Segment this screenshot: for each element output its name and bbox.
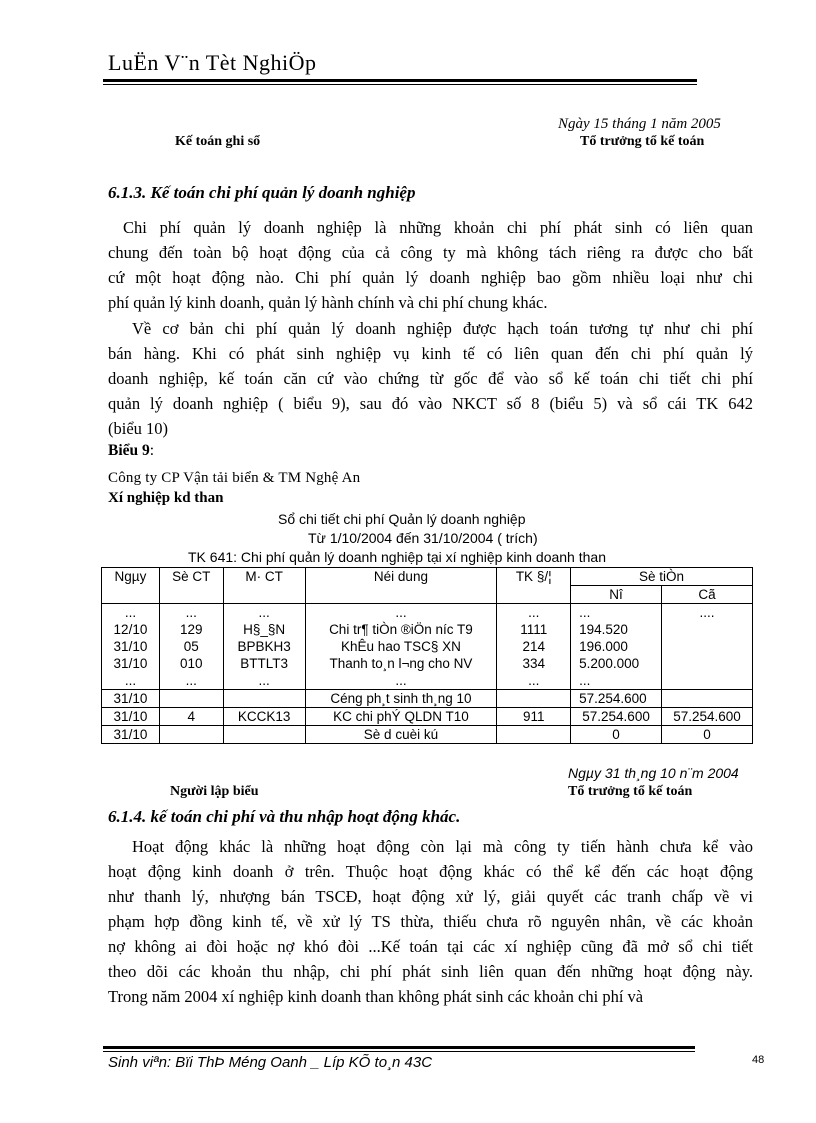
cell-credit — [662, 604, 753, 690]
cell-debit-value: 194.520 — [579, 622, 628, 637]
table-header-row — [102, 568, 753, 586]
section-heading: 6.1.4. kế toán chi phí và thu nhập hoạt động khác. — [108, 807, 461, 826]
cell-date: 31/10 — [102, 726, 160, 744]
ledger-account: TK 641: Chi phí quản lý doanh nghiệp tại xí nghiệp kinh doanh than — [188, 549, 606, 565]
cell-debit-value: 5.200.000 — [579, 656, 640, 671]
cell-date: 31/10 — [113, 656, 148, 671]
cell-ma-ct-value: BPBKH3 — [237, 639, 291, 654]
cell-empty — [159, 726, 223, 744]
cell-ma-ct-value: BTTLT3 — [240, 656, 288, 671]
col-header-amount: Sè tiÒn — [571, 568, 753, 586]
text-line: cứ một hoạt động nào. Chi phí quản lý doanh nghiệp bao gồm nhiều loại như chi — [108, 268, 753, 287]
cell-so-ct-value: 010 — [180, 656, 203, 671]
cell-dots: ... — [395, 605, 407, 620]
cell-content-value: KhÊu hao TSC§ XN — [341, 639, 461, 654]
cell-dots: ... — [185, 673, 197, 688]
cell-tk — [497, 604, 571, 690]
cell-so-ct-value: 05 — [183, 639, 199, 654]
header-rule-thin — [103, 84, 697, 85]
table-signature-date: Ngµy 31 th¸ng 10 n¨m 2004 — [568, 765, 739, 781]
cell-dates — [102, 604, 160, 690]
text-line: Hoạt động khác là những hoạt động còn lại mà công ty tiến hành chưa kể vào — [132, 837, 753, 856]
cell-dots: ... — [579, 673, 591, 688]
signature-left-label: Kế toán ghi sổ — [175, 134, 261, 149]
table-signature-left: Người lập biểu — [170, 784, 259, 799]
paragraph-accounting — [108, 316, 753, 441]
cell-empty — [497, 690, 571, 708]
text-line: nợ không ai đòi hoặc nợ khó đòi ...Kế toán tại các xí nghiệp cũng đã mở sổ chi tiết — [108, 937, 753, 956]
text-line: Trong năm 2004 xí nghiệp kinh doanh than không phát sinh các khoản chi phí và — [108, 987, 644, 1006]
section-heading: 6.1.3. Kế toán chi phí quản lý doanh nghiệp — [108, 183, 416, 202]
cell-content — [305, 604, 497, 690]
bieu-label-colon: : — [149, 442, 155, 459]
signature-date: Ngày 15 tháng 1 năm 2005 — [558, 116, 721, 132]
paragraph-other-activities — [108, 834, 753, 1009]
cell-tk-value: 334 — [522, 656, 545, 671]
cell-date: 31/10 — [113, 639, 148, 654]
cell-debit: 57.254.600 — [571, 708, 662, 726]
text-line: bán hàng. Khi có phát sinh nghiệp vụ kinh tế có liên quan đến chi phí quản lý — [108, 344, 753, 363]
page-number: 48 — [752, 1054, 765, 1066]
cell-date: 12/10 — [113, 622, 148, 637]
cell-debit — [571, 604, 662, 690]
cell-ma-ct-value: H§_§N — [243, 622, 286, 637]
cell-dots: ... — [258, 605, 270, 620]
cell-dots: ... — [124, 605, 137, 620]
cell-content-value: Thanh to¸n l¬ng cho NV — [329, 656, 473, 671]
cell-empty — [223, 690, 305, 708]
cell-tk: 911 — [497, 708, 571, 726]
cell-dots: ... — [124, 673, 137, 688]
signature-right-label: Tổ trưởng tổ kế toán — [580, 134, 705, 149]
col-header-debit: Nî — [571, 586, 662, 604]
cell-content: Céng ph¸t sinh th¸ng 10 — [305, 690, 497, 708]
text-line: theo dõi các khoản thu nhập, chi phí phát sinh liên quan đến những hoạt động này. — [108, 962, 753, 981]
ledger-period: Từ 1/10/2004 đến 31/10/2004 ( trích) — [308, 530, 538, 546]
cell-dots: ... — [528, 673, 540, 688]
text-line: như thanh lý, nhượng bán TSCĐ, hoạt động xử lý, giải quyết các tranh chấp về vi — [108, 887, 753, 906]
col-header-credit: Cã — [662, 586, 753, 604]
cell-date: 31/10 — [102, 690, 160, 708]
text-line: doanh nghiệp, kế toán căn cứ vào chứng từ gốc để vào sổ kế toán chi tiết chi phí — [108, 369, 753, 388]
text-line: hoạt động kinh doanh ở trên. Thuộc hoạt động khác có thể kể đến các hoạt động — [108, 862, 753, 881]
cell-debit: 0 — [571, 726, 662, 744]
cell-content-value: Chi tr¶ tiÒn ®iÖn níc T9 — [329, 622, 473, 637]
footer-rule-thick — [103, 1046, 695, 1049]
text-line: quản lý doanh nghiệp ( biểu 9), sau đó vào NKCT số 8 (biểu 5) và sổ cái TK 642 — [108, 394, 753, 413]
ledger-table — [101, 567, 753, 744]
cell-dots: ... — [579, 605, 591, 620]
cell-date: 31/10 — [102, 708, 160, 726]
col-header-tk: TK §/¦ — [497, 568, 571, 604]
text-line: chung đến toàn bộ hoạt động của cả công ty mà không tách riêng ra được cho bất — [108, 243, 753, 262]
cell-ma-ct: KCCK13 — [223, 708, 305, 726]
col-header-date: Ngµy — [102, 568, 160, 604]
cell-credit: 57.254.600 — [662, 708, 753, 726]
text-line: phí quản lý kinh doanh, quản lý hành chính và chi phí chung khác. — [108, 293, 548, 312]
cell-dots: .... — [699, 605, 715, 620]
cell-dots: ... — [395, 673, 407, 688]
table-row-details — [102, 604, 753, 690]
cell-tk-value: 1111 — [520, 622, 548, 637]
cell-content: Sè d cuèi kú — [305, 726, 497, 744]
bieu-label-text: Biểu 9 — [108, 442, 150, 459]
text-line: Về cơ bản chi phí quản lý doanh nghiệp được hạch toán tương tự như chi phí — [132, 319, 753, 338]
header-rule-thick — [103, 79, 697, 82]
cell-so-ct-value: 129 — [180, 622, 203, 637]
company-name: Công ty CP Vận tải biển & TM Nghệ An — [108, 470, 361, 486]
table-row-closing — [102, 726, 753, 744]
table-row-total — [102, 690, 753, 708]
cell-so-ct — [159, 604, 223, 690]
footer-student-line: Sinh viªn: Bïi ThÞ Méng Oanh _ Líp KÕ to¸n 43C — [108, 1054, 433, 1071]
cell-content: KC chi phÝ QLDN T10 — [305, 708, 497, 726]
cell-dots: ... — [258, 673, 270, 688]
cell-empty — [662, 690, 753, 708]
cell-tk-value: 214 — [522, 639, 545, 654]
cell-ma-ct — [223, 604, 305, 690]
cell-credit: 0 — [662, 726, 753, 744]
cell-debit: 57.254.600 — [571, 690, 662, 708]
footer-rule-thin — [103, 1051, 695, 1052]
cell-empty — [223, 726, 305, 744]
col-header-content: Néi dung — [305, 568, 497, 604]
table-row-transfer — [102, 708, 753, 726]
cell-dots: ... — [185, 605, 197, 620]
table-signature-right: Tổ trưởng tổ kế toán — [568, 784, 693, 799]
text-line: phạm hợp đồng kinh tế, về xử lý TS thừa, thiếu chưa rõ nguyên nhân, về các khoản — [108, 912, 753, 931]
text-line: Chi phí quản lý doanh nghiệp là những khoản chi phí phát sinh có liên quan — [123, 218, 753, 237]
text-line: (biểu 10) — [108, 419, 169, 438]
cell-dots: ... — [528, 605, 540, 620]
cell-debit-value: 196.000 — [579, 639, 628, 654]
running-header-title: LuËn V¨n Tèt NghiÖp — [108, 50, 317, 75]
col-header-so-ct: Sè CT — [159, 568, 223, 604]
cell-so-ct: 4 — [159, 708, 223, 726]
bieu-label — [108, 442, 154, 460]
ledger-title: Sổ chi tiết chi phí Quản lý doanh nghiệp — [278, 511, 526, 527]
cell-empty — [159, 690, 223, 708]
unit-name: Xí nghiệp kd than — [108, 490, 224, 506]
paragraph-definition — [108, 215, 753, 315]
cell-empty — [497, 726, 571, 744]
col-header-ma-ct: M· CT — [223, 568, 305, 604]
